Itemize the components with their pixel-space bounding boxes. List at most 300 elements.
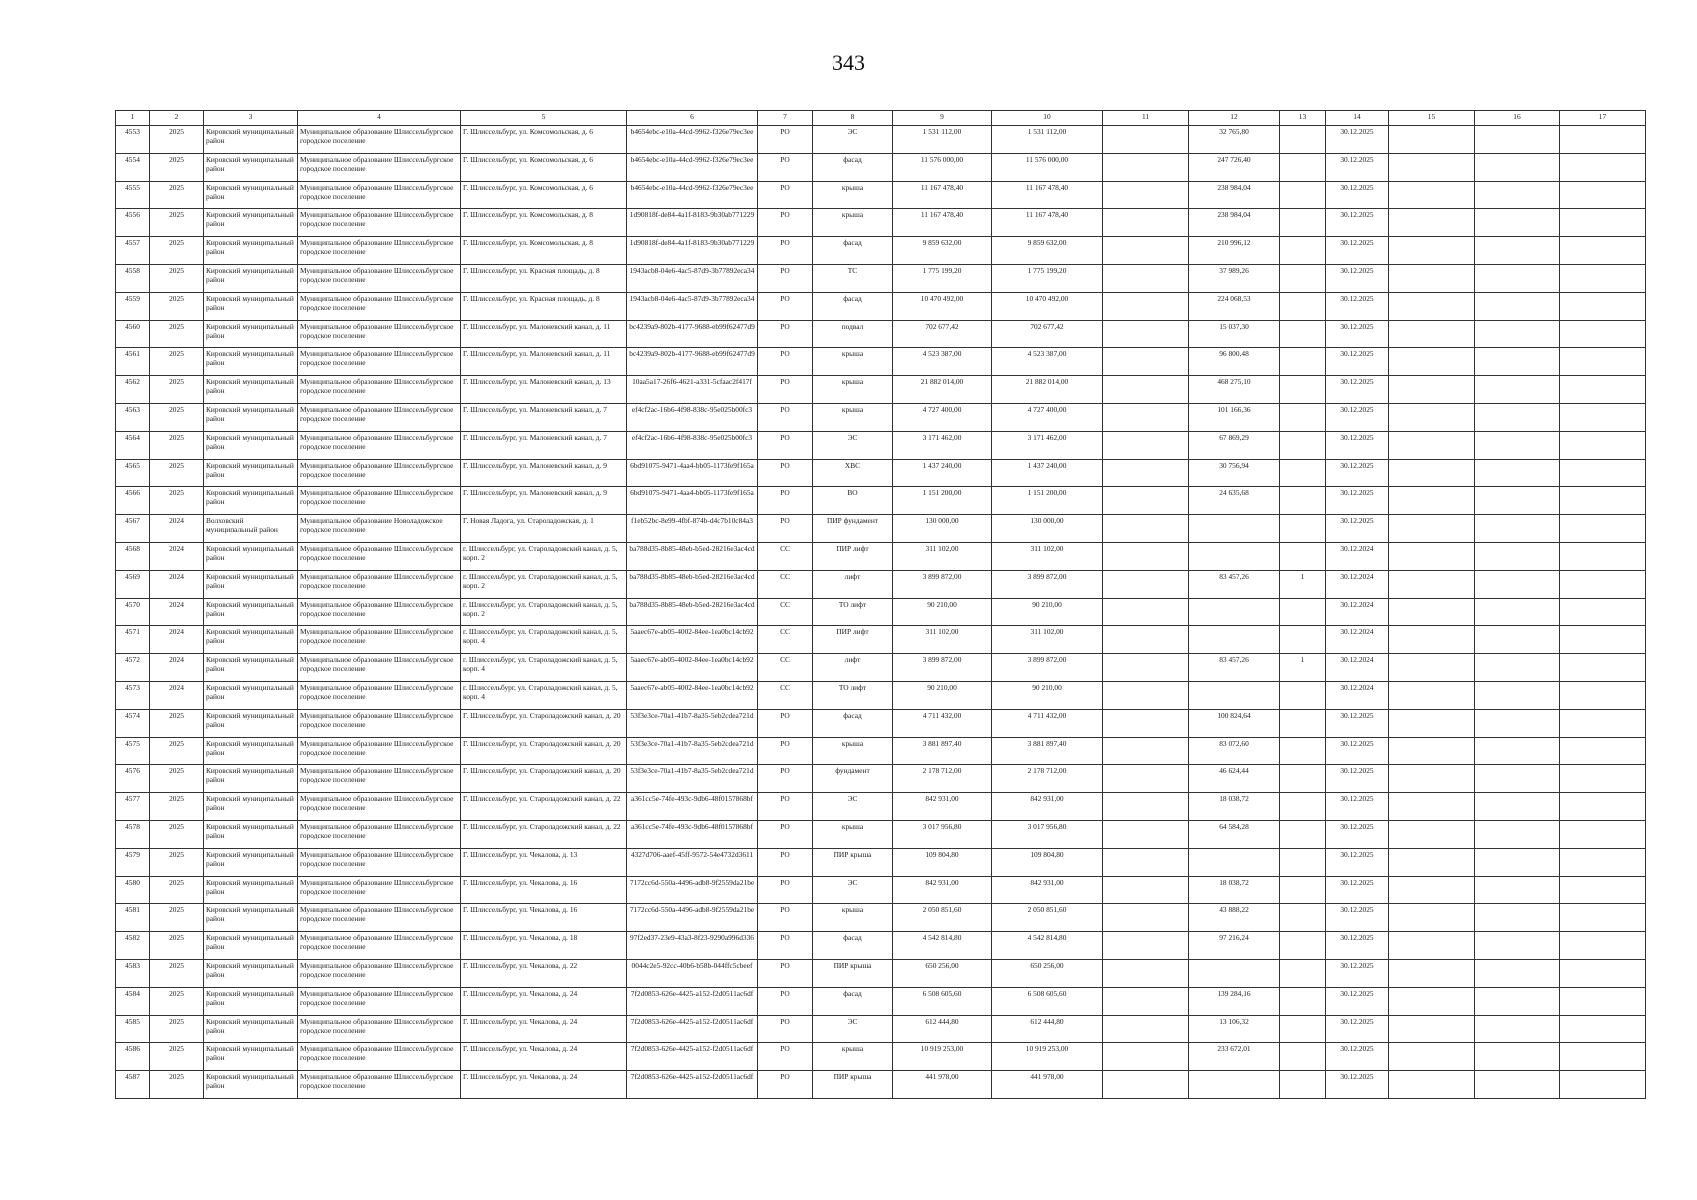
- district-cell: Кировский муниципальный район: [204, 126, 298, 154]
- type-cell: РО: [758, 348, 813, 376]
- cost-fund-cell: 2 178 712,00: [992, 765, 1103, 793]
- table-row: [116, 570, 1646, 598]
- guid-cell: 7f2d0853-626e-4425-a152-f2d0511ac6df: [627, 1043, 758, 1071]
- empty-cell: [1475, 987, 1560, 1015]
- empty-cell: [1560, 765, 1646, 793]
- cost-total-cell: 4 711 432,00: [893, 709, 992, 737]
- row-number: 4571: [116, 626, 150, 654]
- district-cell: Волховский муниципальный район: [204, 515, 298, 543]
- cost-fund-cell: 3 017 956,80: [992, 820, 1103, 848]
- table-row: [116, 765, 1646, 793]
- col11-cell: [1103, 459, 1189, 487]
- cost-fund-cell: 10 919 253,00: [992, 1043, 1103, 1071]
- year-cell: 2025: [150, 1043, 204, 1071]
- cost-fund-cell: 11 167 478,40: [992, 209, 1103, 237]
- empty-cell: [1475, 1071, 1560, 1099]
- col12-cell: 32 765,80: [1189, 126, 1280, 154]
- col13-cell: [1280, 181, 1326, 209]
- column-header: 12: [1189, 111, 1280, 126]
- date-cell: 30.12.2025: [1326, 264, 1389, 292]
- empty-cell: [1475, 848, 1560, 876]
- col11-cell: [1103, 709, 1189, 737]
- cost-fund-cell: 311 102,00: [992, 626, 1103, 654]
- guid-cell: b4654ebc-e10a-44cd-9962-f326e79ec3ee: [627, 126, 758, 154]
- municipality-cell: Муниципальное образование Шлиссельбургское городское поселение: [298, 737, 461, 765]
- cost-total-cell: 311 102,00: [893, 542, 992, 570]
- cost-total-cell: 612 444,80: [893, 1015, 992, 1043]
- year-cell: 2024: [150, 626, 204, 654]
- col13-cell: [1280, 932, 1326, 960]
- column-header: 13: [1280, 111, 1326, 126]
- work-type-cell: крыша: [813, 348, 893, 376]
- guid-cell: 5aaec67e-ab05-4002-84ee-1ea0bc14cb92: [627, 626, 758, 654]
- district-cell: Кировский муниципальный район: [204, 181, 298, 209]
- table-row: [116, 264, 1646, 292]
- column-header: 5: [461, 111, 627, 126]
- col13-cell: [1280, 626, 1326, 654]
- year-cell: 2025: [150, 876, 204, 904]
- type-cell: РО: [758, 403, 813, 431]
- row-number: 4578: [116, 820, 150, 848]
- date-cell: 30.12.2024: [1326, 681, 1389, 709]
- date-cell: 30.12.2025: [1326, 904, 1389, 932]
- empty-cell: [1389, 1015, 1475, 1043]
- col11-cell: [1103, 542, 1189, 570]
- year-cell: 2025: [150, 765, 204, 793]
- year-cell: 2025: [150, 292, 204, 320]
- col11-cell: [1103, 1015, 1189, 1043]
- row-number: 4580: [116, 876, 150, 904]
- col12-cell: 37 989,26: [1189, 264, 1280, 292]
- municipality-cell: Муниципальное образование Шлиссельбургское городское поселение: [298, 181, 461, 209]
- empty-cell: [1389, 848, 1475, 876]
- guid-cell: ba788d35-8b85-48eb-b5ed-28216e3ac4cd: [627, 570, 758, 598]
- cost-total-cell: 842 931,00: [893, 793, 992, 821]
- empty-cell: [1389, 959, 1475, 987]
- work-type-cell: крыша: [813, 181, 893, 209]
- row-number: 4559: [116, 292, 150, 320]
- year-cell: 2025: [150, 320, 204, 348]
- empty-cell: [1560, 737, 1646, 765]
- col12-cell: 101 166,36: [1189, 403, 1280, 431]
- municipality-cell: Муниципальное образование Шлиссельбургское городское поселение: [298, 292, 461, 320]
- row-number: 4561: [116, 348, 150, 376]
- col13-cell: 1: [1280, 654, 1326, 682]
- address-cell: Г. Шлиссельбург, ул. Чекалова, д. 13: [461, 848, 627, 876]
- column-header: 15: [1389, 111, 1475, 126]
- row-number: 4581: [116, 904, 150, 932]
- cost-total-cell: 3 899 872,00: [893, 654, 992, 682]
- col13-cell: [1280, 681, 1326, 709]
- empty-cell: [1475, 876, 1560, 904]
- col11-cell: [1103, 320, 1189, 348]
- empty-cell: [1475, 237, 1560, 265]
- column-header: 10: [992, 111, 1103, 126]
- empty-cell: [1389, 1043, 1475, 1071]
- empty-cell: [1475, 459, 1560, 487]
- empty-cell: [1389, 681, 1475, 709]
- address-cell: г. Шлиссельбург, ул. Староладожский канал, д. 5, корп. 2: [461, 598, 627, 626]
- date-cell: 30.12.2025: [1326, 1043, 1389, 1071]
- year-cell: 2025: [150, 793, 204, 821]
- work-type-cell: ЭС: [813, 431, 893, 459]
- cost-total-cell: 3 017 956,80: [893, 820, 992, 848]
- column-header: 17: [1560, 111, 1646, 126]
- col13-cell: [1280, 987, 1326, 1015]
- district-cell: Кировский муниципальный район: [204, 959, 298, 987]
- date-cell: 30.12.2024: [1326, 626, 1389, 654]
- empty-cell: [1389, 542, 1475, 570]
- work-type-cell: фасад: [813, 987, 893, 1015]
- address-cell: Г. Шлиссельбург, ул. Чекалова, д. 24: [461, 1043, 627, 1071]
- empty-cell: [1475, 654, 1560, 682]
- col12-cell: 238 984,04: [1189, 209, 1280, 237]
- year-cell: 2025: [150, 376, 204, 404]
- district-cell: Кировский муниципальный район: [204, 264, 298, 292]
- type-cell: РО: [758, 765, 813, 793]
- col12-cell: [1189, 542, 1280, 570]
- district-cell: Кировский муниципальный район: [204, 987, 298, 1015]
- type-cell: РО: [758, 264, 813, 292]
- row-number: 4582: [116, 932, 150, 960]
- date-cell: 30.12.2025: [1326, 459, 1389, 487]
- cost-total-cell: 1 151 200,00: [893, 487, 992, 515]
- column-header: 2: [150, 111, 204, 126]
- guid-cell: 5aaec67e-ab05-4002-84ee-1ea0bc14cb92: [627, 654, 758, 682]
- guid-cell: f1eb52bc-8e99-4fbf-874b-d4c7b10c84a3: [627, 515, 758, 543]
- work-type-cell: фасад: [813, 153, 893, 181]
- date-cell: 30.12.2024: [1326, 542, 1389, 570]
- year-cell: 2025: [150, 209, 204, 237]
- type-cell: РО: [758, 709, 813, 737]
- row-number: 4575: [116, 737, 150, 765]
- cost-fund-cell: 650 256,00: [992, 959, 1103, 987]
- address-cell: Г. Шлиссельбург, ул. Комсомольская, д. 6: [461, 181, 627, 209]
- address-cell: Г. Шлиссельбург, ул. Комсомольская, д. 6: [461, 153, 627, 181]
- guid-cell: 97f2ed37-23e9-43a3-8f23-9290a996d336: [627, 932, 758, 960]
- work-type-cell: ЭС: [813, 793, 893, 821]
- year-cell: 2024: [150, 654, 204, 682]
- table-row: [116, 431, 1646, 459]
- column-header: 7: [758, 111, 813, 126]
- empty-cell: [1560, 820, 1646, 848]
- empty-cell: [1389, 126, 1475, 154]
- empty-cell: [1389, 320, 1475, 348]
- empty-cell: [1389, 987, 1475, 1015]
- empty-cell: [1475, 126, 1560, 154]
- col12-cell: 238 984,04: [1189, 181, 1280, 209]
- col12-cell: [1189, 598, 1280, 626]
- cost-total-cell: 10 919 253,00: [893, 1043, 992, 1071]
- col11-cell: [1103, 765, 1189, 793]
- district-cell: Кировский муниципальный район: [204, 876, 298, 904]
- cost-fund-cell: 10 470 492,00: [992, 292, 1103, 320]
- col12-cell: 46 624,44: [1189, 765, 1280, 793]
- col13-cell: [1280, 376, 1326, 404]
- cost-total-cell: 650 256,00: [893, 959, 992, 987]
- col13-cell: [1280, 1071, 1326, 1099]
- table-row: [116, 320, 1646, 348]
- col13-cell: [1280, 153, 1326, 181]
- empty-cell: [1389, 487, 1475, 515]
- guid-cell: 7f2d0853-626e-4425-a152-f2d0511ac6df: [627, 1015, 758, 1043]
- col11-cell: [1103, 737, 1189, 765]
- col11-cell: [1103, 848, 1189, 876]
- col12-cell: [1189, 515, 1280, 543]
- column-header: 3: [204, 111, 298, 126]
- address-cell: Г. Шлиссельбург, ул. Чекалова, д. 18: [461, 932, 627, 960]
- date-cell: 30.12.2025: [1326, 515, 1389, 543]
- row-number: 4583: [116, 959, 150, 987]
- address-cell: Г. Шлиссельбург, ул. Малоневский канал, д. 7: [461, 403, 627, 431]
- cost-fund-cell: 21 882 014,00: [992, 376, 1103, 404]
- work-type-cell: крыша: [813, 1043, 893, 1071]
- empty-cell: [1560, 237, 1646, 265]
- work-type-cell: крыша: [813, 403, 893, 431]
- address-cell: Г. Шлиссельбург, ул. Чекалова, д. 16: [461, 904, 627, 932]
- column-header: 14: [1326, 111, 1389, 126]
- date-cell: 30.12.2025: [1326, 292, 1389, 320]
- municipality-cell: Муниципальное образование Шлиссельбургское городское поселение: [298, 709, 461, 737]
- district-cell: Кировский муниципальный район: [204, 681, 298, 709]
- empty-cell: [1560, 515, 1646, 543]
- cost-fund-cell: 130 000,00: [992, 515, 1103, 543]
- guid-cell: 1943acb8-04e6-4ac5-87d9-3b77892eca34: [627, 292, 758, 320]
- row-number: 4555: [116, 181, 150, 209]
- cost-total-cell: 6 508 605,60: [893, 987, 992, 1015]
- cost-total-cell: 1 775 199,20: [893, 264, 992, 292]
- empty-cell: [1389, 181, 1475, 209]
- col12-cell: 100 824,64: [1189, 709, 1280, 737]
- type-cell: РО: [758, 904, 813, 932]
- empty-cell: [1560, 1043, 1646, 1071]
- district-cell: Кировский муниципальный район: [204, 765, 298, 793]
- table-row: [116, 542, 1646, 570]
- date-cell: 30.12.2025: [1326, 431, 1389, 459]
- col11-cell: [1103, 1043, 1189, 1071]
- district-cell: Кировский муниципальный район: [204, 542, 298, 570]
- col13-cell: [1280, 237, 1326, 265]
- col12-cell: 210 996,12: [1189, 237, 1280, 265]
- table-row: [116, 1015, 1646, 1043]
- col12-cell: 139 284,16: [1189, 987, 1280, 1015]
- col13-cell: [1280, 348, 1326, 376]
- type-cell: РО: [758, 376, 813, 404]
- row-number: 4584: [116, 987, 150, 1015]
- district-cell: Кировский муниципальный район: [204, 709, 298, 737]
- type-cell: РО: [758, 181, 813, 209]
- guid-cell: 7172cc6d-550a-4496-adb8-9f2559da21be: [627, 876, 758, 904]
- col11-cell: [1103, 654, 1189, 682]
- address-cell: Г. Шлиссельбург, ул. Староладожский канал, д. 20: [461, 737, 627, 765]
- row-number: 4576: [116, 765, 150, 793]
- empty-cell: [1389, 709, 1475, 737]
- table-row: [116, 515, 1646, 543]
- municipality-cell: Муниципальное образование Шлиссельбургское городское поселение: [298, 765, 461, 793]
- empty-cell: [1560, 209, 1646, 237]
- work-type-cell: ВО: [813, 487, 893, 515]
- address-cell: г. Шлиссельбург, ул. Староладожский канал, д. 5, корп. 2: [461, 542, 627, 570]
- col11-cell: [1103, 403, 1189, 431]
- date-cell: 30.12.2025: [1326, 848, 1389, 876]
- col11-cell: [1103, 487, 1189, 515]
- empty-cell: [1560, 264, 1646, 292]
- col13-cell: [1280, 1043, 1326, 1071]
- col12-cell: 24 635,68: [1189, 487, 1280, 515]
- cost-fund-cell: 702 677,42: [992, 320, 1103, 348]
- col12-cell: [1189, 959, 1280, 987]
- date-cell: 30.12.2025: [1326, 959, 1389, 987]
- year-cell: 2024: [150, 681, 204, 709]
- col11-cell: [1103, 431, 1189, 459]
- district-cell: Кировский муниципальный район: [204, 654, 298, 682]
- type-cell: РО: [758, 1043, 813, 1071]
- year-cell: 2025: [150, 487, 204, 515]
- type-cell: РО: [758, 292, 813, 320]
- municipality-cell: Муниципальное образование Шлиссельбургское городское поселение: [298, 570, 461, 598]
- table-row: [116, 709, 1646, 737]
- row-number: 4565: [116, 459, 150, 487]
- empty-cell: [1475, 542, 1560, 570]
- address-cell: г. Шлиссельбург, ул. Староладожский канал, д. 5, корп. 2: [461, 570, 627, 598]
- address-cell: г. Шлиссельбург, ул. Староладожский канал, д. 5, корп. 4: [461, 654, 627, 682]
- guid-cell: ef4cf2ac-16b6-4f98-838c-95e025b00fc3: [627, 431, 758, 459]
- municipality-cell: Муниципальное образование Шлиссельбургское городское поселение: [298, 598, 461, 626]
- col11-cell: [1103, 793, 1189, 821]
- row-number: 4562: [116, 376, 150, 404]
- address-cell: Г. Шлиссельбург, ул. Староладожский канал, д. 22: [461, 793, 627, 821]
- cost-total-cell: 10 470 492,00: [893, 292, 992, 320]
- col13-cell: [1280, 403, 1326, 431]
- work-type-cell: ПИР крыша: [813, 848, 893, 876]
- row-number: 4579: [116, 848, 150, 876]
- column-header: 16: [1475, 111, 1560, 126]
- work-type-cell: фасад: [813, 237, 893, 265]
- table-row: [116, 987, 1646, 1015]
- row-number: 4567: [116, 515, 150, 543]
- work-type-cell: ТО лифт: [813, 598, 893, 626]
- district-cell: Кировский муниципальный район: [204, 209, 298, 237]
- district-cell: Кировский муниципальный район: [204, 848, 298, 876]
- type-cell: РО: [758, 126, 813, 154]
- type-cell: РО: [758, 793, 813, 821]
- table-row: [116, 848, 1646, 876]
- col12-cell: 97 216,24: [1189, 932, 1280, 960]
- district-cell: Кировский муниципальный район: [204, 459, 298, 487]
- municipality-cell: Муниципальное образование Шлиссельбургское городское поселение: [298, 904, 461, 932]
- col11-cell: [1103, 376, 1189, 404]
- row-number: 4587: [116, 1071, 150, 1099]
- row-number: 4572: [116, 654, 150, 682]
- col11-cell: [1103, 820, 1189, 848]
- cost-fund-cell: 4 542 814,80: [992, 932, 1103, 960]
- guid-cell: b4654ebc-e10a-44cd-9962-f326e79ec3ee: [627, 153, 758, 181]
- date-cell: 30.12.2025: [1326, 793, 1389, 821]
- col11-cell: [1103, 181, 1189, 209]
- cost-total-cell: 1 531 112,00: [893, 126, 992, 154]
- date-cell: 30.12.2025: [1326, 876, 1389, 904]
- municipality-cell: Муниципальное образование Шлиссельбургское городское поселение: [298, 542, 461, 570]
- year-cell: 2025: [150, 932, 204, 960]
- empty-cell: [1560, 987, 1646, 1015]
- municipality-cell: Муниципальное образование Шлиссельбургское городское поселение: [298, 487, 461, 515]
- col11-cell: [1103, 959, 1189, 987]
- cost-fund-cell: 441 978,00: [992, 1071, 1103, 1099]
- empty-cell: [1389, 820, 1475, 848]
- guid-cell: ba788d35-8b85-48eb-b5ed-28216e3ac4cd: [627, 598, 758, 626]
- empty-cell: [1475, 681, 1560, 709]
- cost-fund-cell: 4 727 400,00: [992, 403, 1103, 431]
- type-cell: СС: [758, 570, 813, 598]
- cost-total-cell: 4 727 400,00: [893, 403, 992, 431]
- empty-cell: [1560, 153, 1646, 181]
- empty-cell: [1560, 709, 1646, 737]
- empty-cell: [1560, 932, 1646, 960]
- col13-cell: [1280, 737, 1326, 765]
- row-number: 4577: [116, 793, 150, 821]
- empty-cell: [1389, 348, 1475, 376]
- row-number: 4568: [116, 542, 150, 570]
- col13-cell: [1280, 264, 1326, 292]
- address-cell: Г. Шлиссельбург, ул. Малоневский канал, д. 9: [461, 459, 627, 487]
- empty-cell: [1389, 264, 1475, 292]
- empty-cell: [1389, 932, 1475, 960]
- table-row: [116, 793, 1646, 821]
- cost-total-cell: 2 050 851,60: [893, 904, 992, 932]
- year-cell: 2025: [150, 126, 204, 154]
- district-cell: Кировский муниципальный район: [204, 904, 298, 932]
- empty-cell: [1389, 292, 1475, 320]
- type-cell: РО: [758, 515, 813, 543]
- date-cell: 30.12.2024: [1326, 570, 1389, 598]
- work-type-cell: фундамент: [813, 765, 893, 793]
- cost-total-cell: 842 931,00: [893, 876, 992, 904]
- empty-cell: [1560, 348, 1646, 376]
- municipality-cell: Муниципальное образование Шлиссельбургское городское поселение: [298, 793, 461, 821]
- col13-cell: [1280, 487, 1326, 515]
- district-cell: Кировский муниципальный район: [204, 626, 298, 654]
- district-cell: Кировский муниципальный район: [204, 1071, 298, 1099]
- row-number: 4557: [116, 237, 150, 265]
- row-number: 4573: [116, 681, 150, 709]
- row-number: 4586: [116, 1043, 150, 1071]
- guid-cell: 53f3e3ce-70a1-41b7-8a35-5eb2cdea721d: [627, 737, 758, 765]
- table-row: [116, 626, 1646, 654]
- type-cell: СС: [758, 626, 813, 654]
- empty-cell: [1475, 932, 1560, 960]
- year-cell: 2025: [150, 820, 204, 848]
- type-cell: СС: [758, 681, 813, 709]
- year-cell: 2025: [150, 1071, 204, 1099]
- empty-cell: [1475, 292, 1560, 320]
- date-cell: 30.12.2025: [1326, 987, 1389, 1015]
- empty-cell: [1389, 515, 1475, 543]
- year-cell: 2025: [150, 1015, 204, 1043]
- date-cell: 30.12.2025: [1326, 709, 1389, 737]
- empty-cell: [1389, 237, 1475, 265]
- col13-cell: [1280, 765, 1326, 793]
- table-row: [116, 654, 1646, 682]
- guid-cell: 53f3e3ce-70a1-41b7-8a35-5eb2cdea721d: [627, 765, 758, 793]
- cost-fund-cell: 842 931,00: [992, 793, 1103, 821]
- col11-cell: [1103, 626, 1189, 654]
- col13-cell: [1280, 848, 1326, 876]
- year-cell: 2025: [150, 848, 204, 876]
- district-cell: Кировский муниципальный район: [204, 237, 298, 265]
- cost-total-cell: 2 178 712,00: [893, 765, 992, 793]
- col12-cell: 67 869,29: [1189, 431, 1280, 459]
- municipality-cell: Муниципальное образование Шлиссельбургское городское поселение: [298, 459, 461, 487]
